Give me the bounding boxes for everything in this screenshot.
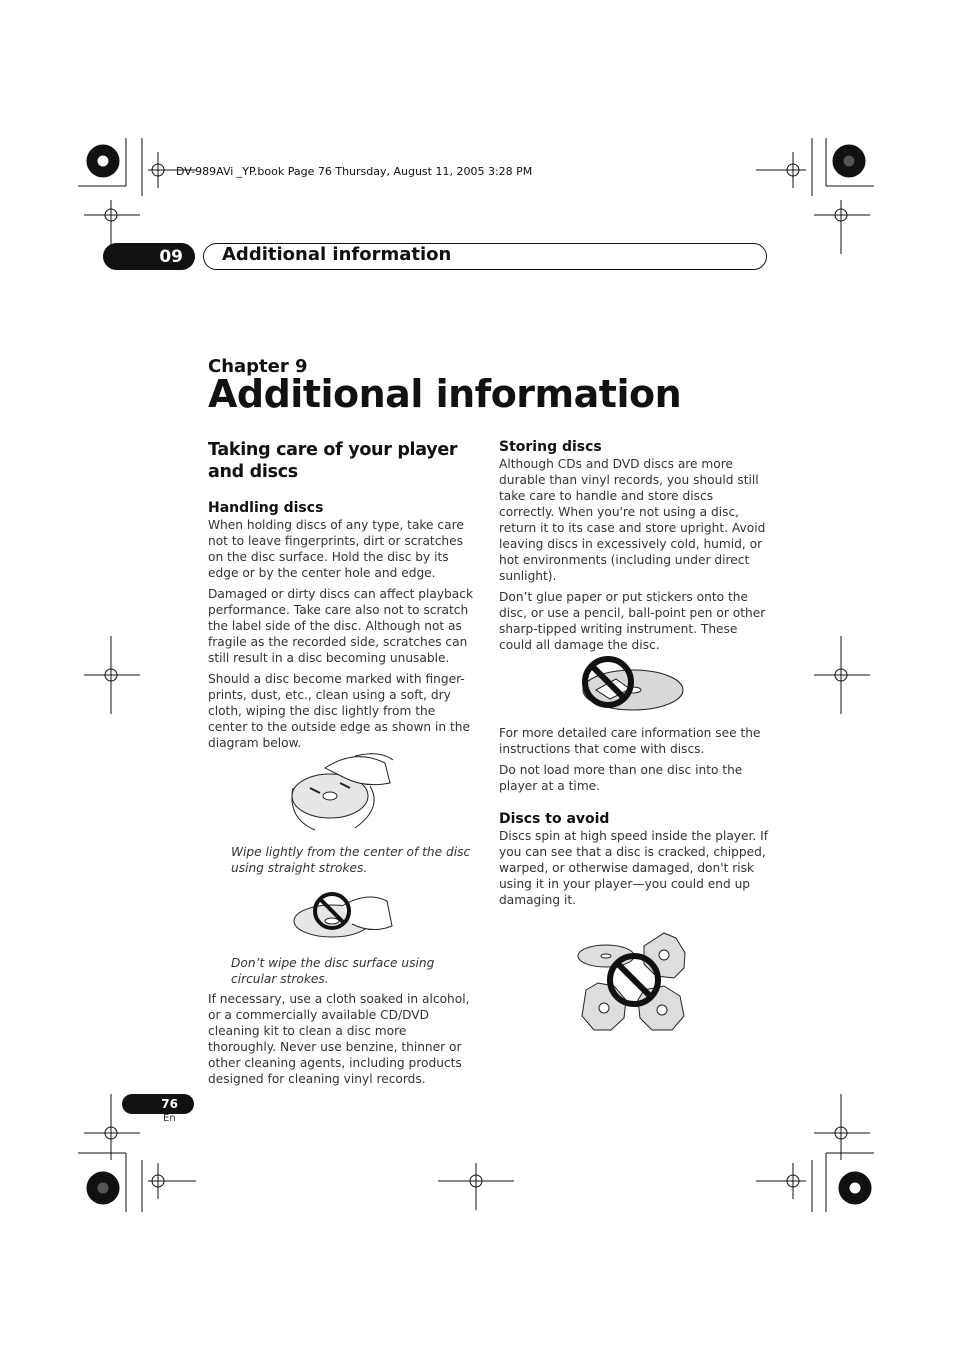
storing-paragraph-4: Do not load more than one disc into the player at a time. bbox=[499, 763, 743, 793]
avoid-paragraph: Discs spin at high speed inside the player. If you can see that a disc is cracked, chipped, warped, or otherwise damaged, don't risk using it in your player—you could end up damaging it. bbox=[499, 829, 769, 907]
storing-paragraph-2: Don’t glue paper or put stickers onto the disc, or use a pencil, ball-point pen or other sharp-tipped writing instrument. These could all damage the disc. bbox=[499, 590, 766, 652]
chapter-label: Chapter 9 bbox=[208, 356, 308, 377]
wipe-circular-caption: Don’t wipe the disc surface using circular strokes. bbox=[231, 956, 435, 986]
storing-paragraph-3: For more detailed care information see the instructions that come with discs. bbox=[499, 726, 761, 756]
no-stickers-illustration bbox=[578, 655, 688, 715]
language-label: En bbox=[163, 1113, 176, 1124]
handling-heading: Handling discs bbox=[208, 500, 324, 516]
handling-paragraph-1: When holding discs of any type, take care not to leave fingerprints, dirt or scratches on the disc surface. Hold the disc by its edge or by the center hole and edge. bbox=[208, 518, 464, 580]
damaged-discs-illustration bbox=[576, 928, 691, 1038]
wipe-straight-illustration bbox=[285, 748, 405, 838]
left-column bbox=[208, 439, 478, 756]
caption-2-block bbox=[208, 955, 478, 992]
right-column bbox=[499, 438, 769, 658]
wipe-circular-illustration bbox=[292, 886, 402, 946]
cleaning-paragraph: If necessary, use a cloth soaked in alcohol, or a commercially available CD/DVD cleaning kit to clean a disc more thoroughly. Never use benzine, thinner or other cleaning agents, including products designed for cleaning vinyl records. bbox=[208, 992, 470, 1086]
cleaning-block bbox=[208, 991, 478, 1092]
care-heading: Taking care of your player and discs bbox=[208, 440, 458, 482]
caption-1-block bbox=[208, 844, 478, 881]
chapter-number-badge: 09 bbox=[103, 243, 195, 270]
section-header-title: Additional information bbox=[222, 244, 452, 265]
handling-paragraph-2: Damaged or dirty discs can affect playback performance. Take care also not to scratch the label side of the disc. Although not as fragile as the recorded side, scratches can still result in a disc becoming unusable. bbox=[208, 587, 474, 665]
handling-paragraph-3: Should a disc become marked with finger-prints, dust, etc., clean using a soft, dry cloth, wiping the disc lightly from the center to the outside edge as shown in the diagram below. bbox=[208, 672, 470, 750]
right-column-2 bbox=[499, 725, 769, 913]
storing-paragraph-1: Although CDs and DVD discs are more durable than vinyl records, you should still take care to handle and store discs correctly. When you're not using a disc, return it to its case and store upright. Avoid leaving discs in excessively cold, humid, or hot environments (including under direct sunlight). bbox=[499, 457, 766, 583]
wipe-straight-caption: Wipe lightly from the center of the disc using straight strokes. bbox=[231, 845, 471, 875]
file-header: DV-989AVi _YP.book Page 76 Thursday, August 11, 2005 3:28 PM bbox=[176, 165, 533, 178]
avoid-heading: Discs to avoid bbox=[499, 811, 610, 827]
page-number-badge: 76 bbox=[122, 1094, 194, 1114]
storing-heading: Storing discs bbox=[499, 439, 602, 455]
page-title: Additional information bbox=[208, 372, 682, 416]
